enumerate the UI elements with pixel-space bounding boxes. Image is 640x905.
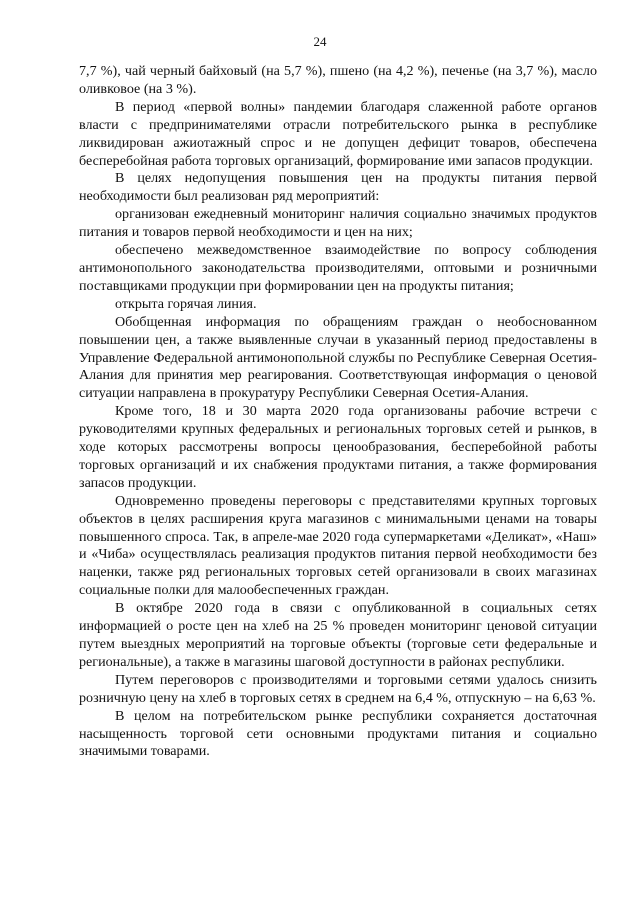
paragraph-8: Кроме того, 18 и 30 марта 2020 года организованы рабочие встречи с руководителями крупных федеральных и региональных торговых сетей и рынков, в ходе которых рассмотрены вопросы ценообразования, бесперебойной работы торговых организаций и их снабжения продуктами питания, а также формирования запасов продукции. bbox=[79, 403, 597, 491]
page-number: 24 bbox=[313, 34, 327, 49]
paragraph-5: обеспечено межведомственное взаимодействие по вопросу соблюдения антимонопольного законодательства производителями, оптовыми и розничными поставщиками продукции при формировании цен на продукты питания; bbox=[79, 242, 597, 294]
paragraph-7: Обобщенная информация по обращениям граждан о необоснованном повышении цен, а также выявленные случаи в указанный период предоставлены в Управление Федеральной антимонопольной службы по Республике Северная Осетия-Алания для принятия мер реагирования. Соответствующая информация о ценовой ситуации направлена в прокуратуру Республики Северная Осетия-Алания. bbox=[79, 313, 597, 402]
paragraph-1: 7,7 %), чай черный байховый (на 5,7 %), пшено (на 4,2 %), печенье (на 3,7 %), масло оливковое (на 3 %). bbox=[79, 63, 597, 97]
paragraph-4: организован ежедневный мониторинг наличия социально значимых продуктов питания и товаров первой необходимости и цен на них; bbox=[79, 206, 597, 241]
paragraph-9: Одновременно проведены переговоры с представителями крупных торговых объектов в целях расширения круга магазинов с минимальными ценами на товары повышенного спроса. Так, в апреле-мае 2020 года супермаркетами «Деликат», «Наш» и «Чиба» осуществлялась реализация продуктов питания первой необходимости без наценки, также ряд региональных торговых сетей организовали в своих магазинах социальные полки для малообеспеченных граждан. bbox=[79, 492, 597, 599]
paragraph-10: В октябре 2020 года в связи с опубликованной в социальных сетях информацией о росте цен на хлеб на 25 % проведен мониторинг ценовой ситуации путем выездных мероприятий на торговые объекты (торговые сети федеральные и региональные), а также в магазины шаговой доступности в районах республики. bbox=[79, 600, 597, 670]
paragraph-11: Путем переговоров с производителями и торговыми сетями удалось снизить розничную цену на хлеб в торговых сетях в среднем на 6,4 %, отпускную – на 6,63 %. bbox=[79, 671, 597, 706]
paragraph-12: В целом на потребительском рынке республики сохраняется достаточная насыщенность торговой сети основными продуктами питания и социально значимыми товарами. bbox=[79, 707, 597, 760]
paragraph-3: В целях недопущения повышения цен на продукты питания первой необходимости был реализован ряд мероприятий: bbox=[79, 170, 597, 205]
document-body bbox=[79, 63, 597, 761]
paragraph-6: открыта горячая линия. bbox=[115, 295, 257, 312]
paragraph-2: В период «первой волны» пандемии благодаря слаженной работе органов власти с предпринимателями отрасли потребительского рынка в республике ликвидирован ажиотажный спрос и не допущен дефицит товаров, обеспечена бесперебойная работа торговых организаций, формирование ими запасов продукции. bbox=[79, 98, 597, 169]
